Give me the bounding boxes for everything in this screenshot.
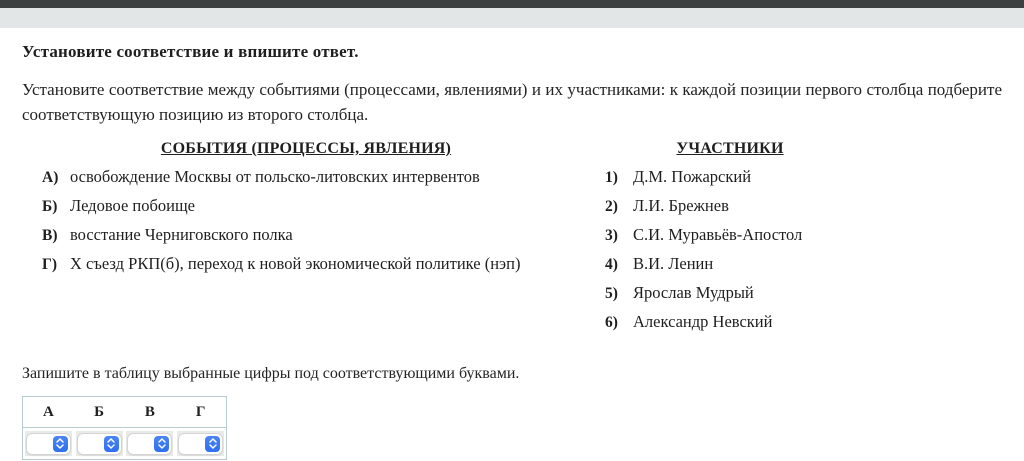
events-column-header: СОБЫТИЯ (ПРОЦЕССЫ, ЯВЛЕНИЯ) xyxy=(160,140,452,157)
answer-select-a[interactable] xyxy=(27,434,70,454)
event-item-a-label: А) xyxy=(42,169,59,186)
chevron-up-down-icon xyxy=(154,436,169,452)
answer-cell-v xyxy=(125,431,176,456)
answer-select-v[interactable] xyxy=(128,434,171,454)
browser-top-bar xyxy=(0,0,1024,8)
participants-column xyxy=(605,140,855,341)
answer-column-g: Г xyxy=(195,403,206,420)
participant-item-2-label: 2) xyxy=(605,198,618,215)
answer-cell-b xyxy=(74,431,125,456)
answer-column-b: Б xyxy=(94,403,105,420)
participant-item-4-text: В.И. Ленин xyxy=(633,254,714,273)
event-item-v-label: В) xyxy=(42,227,58,244)
event-item-g-label: Г) xyxy=(42,256,58,273)
event-item-v-text: восстание Черниговского полка xyxy=(70,225,293,244)
chevron-up-down-icon xyxy=(205,436,220,452)
events-column xyxy=(22,140,590,341)
answer-column-a: А xyxy=(42,403,54,420)
participant-item-6-label: 6) xyxy=(605,314,618,331)
answer-select-b-frame xyxy=(76,431,123,456)
event-item-b-label: Б) xyxy=(42,198,58,215)
answer-table xyxy=(22,396,227,460)
participant-item-5-text: Ярослав Мудрый xyxy=(633,283,754,302)
answer-table-select-row xyxy=(23,428,226,459)
answer-cell-a xyxy=(23,431,74,456)
matching-columns xyxy=(22,140,1002,341)
participant-item-6 xyxy=(605,312,855,341)
event-item-g xyxy=(22,254,590,283)
event-item-b xyxy=(22,196,590,225)
answer-select-v-frame xyxy=(126,431,173,456)
page-header-band xyxy=(0,8,1024,28)
event-item-a xyxy=(22,167,590,196)
participant-item-2 xyxy=(605,196,855,225)
event-item-a-text: освобождение Москвы от польско-литовских интервентов xyxy=(70,167,480,186)
event-item-b-text: Ледовое побоище xyxy=(70,196,195,215)
answer-select-a-frame xyxy=(25,431,72,456)
answer-select-g-frame xyxy=(177,431,224,456)
answer-table-header-row xyxy=(23,397,226,428)
task-page xyxy=(0,42,1024,460)
answer-select-b[interactable] xyxy=(78,434,121,454)
task-title: Установите соответствие и впишите ответ. xyxy=(22,42,359,61)
participant-item-3-text: С.И. Муравьёв-Апостол xyxy=(633,225,803,244)
answer-cell-g xyxy=(175,431,226,456)
event-item-g-text: Х съезд РКП(б), переход к новой экономической политике (нэп) xyxy=(70,254,521,273)
participant-item-5-label: 5) xyxy=(605,285,618,302)
participant-item-4 xyxy=(605,254,855,283)
answer-select-g[interactable] xyxy=(179,434,222,454)
participants-list xyxy=(605,167,855,341)
participant-item-3 xyxy=(605,225,855,254)
participant-item-1-label: 1) xyxy=(605,169,618,186)
participant-item-2-text: Л.И. Брежнев xyxy=(633,196,729,215)
chevron-up-down-icon xyxy=(104,436,119,452)
participant-item-4-label: 4) xyxy=(605,256,618,273)
events-list xyxy=(22,167,590,283)
answer-note: Запишите в таблицу выбранные цифры под соответствующими буквами. xyxy=(22,365,520,382)
chevron-up-down-icon xyxy=(53,436,68,452)
event-item-v xyxy=(22,225,590,254)
answer-column-v: В xyxy=(144,403,155,420)
participants-column-header: УЧАСТНИКИ xyxy=(676,140,784,157)
task-instruction: Установите соответствие между событиями (процессами, явлениями) и их участниками: к каждой позиции первого столбца подберите соответствующую позицию из второго столбца. xyxy=(22,80,1002,124)
participant-item-1 xyxy=(605,167,855,196)
participant-item-3-label: 3) xyxy=(605,227,618,244)
participant-item-6-text: Александр Невский xyxy=(633,312,773,331)
participant-item-5 xyxy=(605,283,855,312)
participant-item-1-text: Д.М. Пожарский xyxy=(633,167,752,186)
